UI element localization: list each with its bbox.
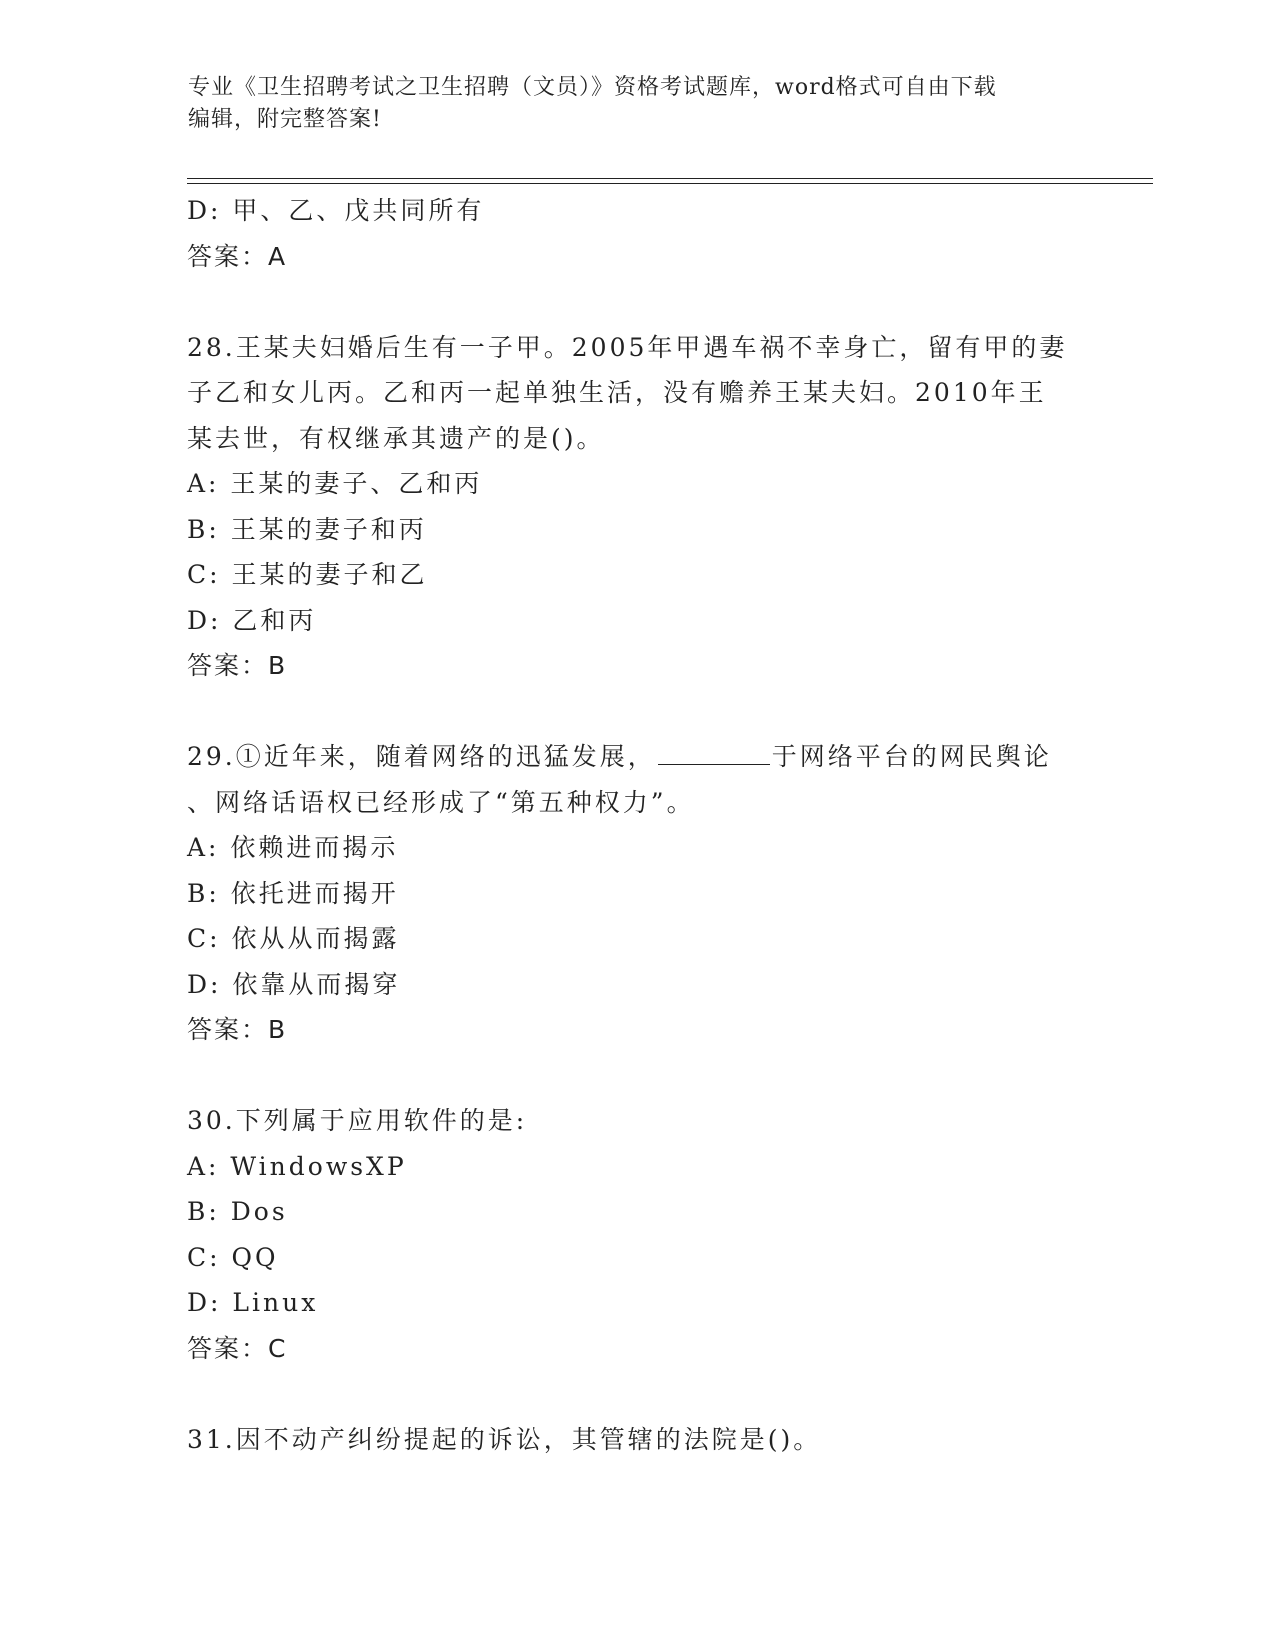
answer-line: 答案：C — [187, 1333, 288, 1363]
question-30 — [187, 1098, 1087, 1371]
question-stem-line: 28.王某夫妇婚后生有一子甲。2005年甲遇车祸不幸身亡，留有甲的妻 — [187, 332, 1068, 362]
answer-line: 答案：A — [187, 241, 288, 271]
question-29 — [187, 734, 1087, 1053]
spacer — [187, 1053, 1087, 1099]
question-stem-line: 、网络话语权已经形成了“第五种权力”。 — [187, 787, 695, 817]
question-28 — [187, 325, 1087, 689]
question-list — [187, 188, 1087, 1462]
option-a: A: 王某的妻子、乙和丙 — [187, 469, 483, 498]
option-b: B: Dos — [187, 1197, 288, 1226]
question-27-tail — [187, 188, 1087, 279]
document-header — [188, 72, 1088, 136]
header-line-1: 专业《卫生招聘考试之卫生招聘（文员）》资格考试题库，word格式可自由下载 — [188, 75, 997, 100]
question-31 — [187, 1417, 1087, 1463]
option-c: C: QQ — [187, 1242, 279, 1272]
header-divider-top — [187, 178, 1153, 179]
fill-in-blank — [658, 742, 770, 765]
option-c: C: 依从从而揭露 — [187, 924, 400, 953]
spacer — [187, 279, 1087, 325]
stem-text-after-blank: 于网络平台的网民舆论 — [771, 742, 1052, 771]
option-d: D: 乙和丙 — [187, 605, 317, 635]
header-divider-bottom — [187, 183, 1153, 184]
option-a: A: 依赖进而揭示 — [187, 833, 399, 862]
option-a: A: WindowsXP — [187, 1151, 407, 1181]
answer-line: 答案：B — [187, 1015, 288, 1044]
question-stem-line: 30.下列属于应用软件的是: — [187, 1106, 528, 1135]
option-c: C: 王某的妻子和乙 — [187, 560, 428, 589]
stem-text-before-blank: 29.①近年来，随着网络的迅猛发展， — [187, 742, 656, 771]
answer-line: 答案：B — [187, 651, 288, 680]
header-line-2: 编辑，附完整答案! — [188, 107, 382, 132]
option-b: B: 依托进而揭开 — [187, 878, 399, 908]
question-stem-line: 子乙和女儿丙。乙和丙一起单独生活，没有赡养王某夫妇。2010年王 — [187, 378, 1047, 407]
option-d: D: 依靠从而揭穿 — [187, 969, 401, 999]
option-d: D: Linux — [187, 1288, 319, 1317]
option-d: D: 甲、乙、戊共同所有 — [187, 196, 485, 225]
option-b: B: 王某的妻子和丙 — [187, 514, 427, 544]
spacer — [187, 689, 1087, 735]
spacer — [187, 1371, 1087, 1417]
question-stem-line: 某去世，有权继承其遗产的是()。 — [187, 423, 605, 453]
question-stem-line: 31.因不动产纠纷提起的诉讼，其管辖的法院是()。 — [187, 1424, 822, 1454]
question-stem-line — [187, 734, 1087, 780]
